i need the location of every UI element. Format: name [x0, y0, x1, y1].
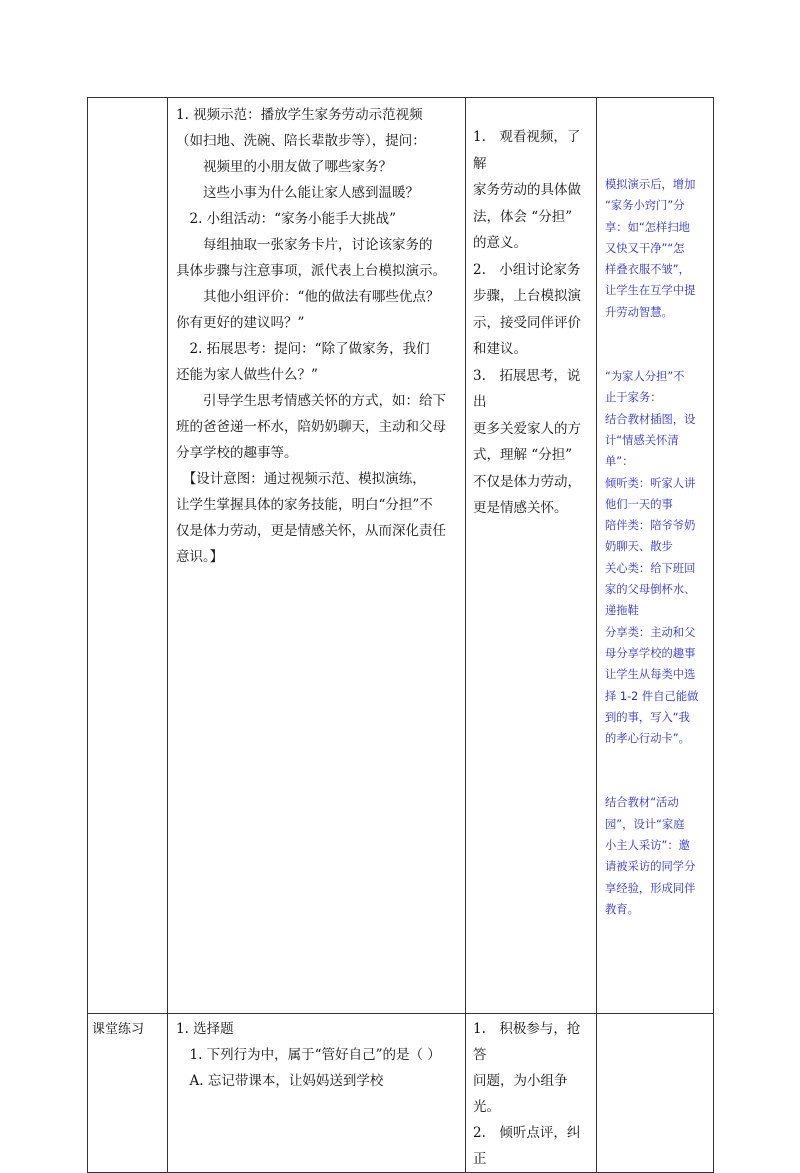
- table-row: [88, 98, 714, 1014]
- teacher-text-line: 每组抽取一张家务卡片，讨论该家务的: [176, 237, 433, 253]
- teacher-text-line: 让学生掌握具体的家务技能，明白“分担”不: [176, 497, 433, 513]
- section-label-cell: [88, 98, 168, 1014]
- design-note-line: 到的事，写入“我: [605, 710, 690, 724]
- student-text-line: 不仅是体力劳动，: [473, 473, 581, 490]
- teacher-activity-cell: [168, 1014, 466, 1173]
- design-notes-block: [605, 366, 707, 749]
- student-text-line: 和建议。: [473, 341, 527, 357]
- design-note-line: 陪伴类：陪爷爷奶: [605, 519, 696, 533]
- design-note-line: 让学生在互学中提: [605, 284, 696, 298]
- student-text-line: 问题，为小组争光。: [473, 1073, 568, 1115]
- teacher-text-line: 1. 下列行为中，属于“管好自己”的是（ ）: [176, 1047, 441, 1063]
- teacher-text-line: 仅是体力劳动，更是情感关怀，从而深化责任: [176, 523, 446, 539]
- design-notes-cell: [597, 98, 714, 1014]
- student-text-line: 更多关爱家人的方: [473, 420, 581, 437]
- student-text-line: 步骤，上台模拟演: [473, 288, 581, 304]
- design-note-line: 结合教材“活动: [605, 796, 679, 810]
- section-label: 课堂练习: [92, 1022, 145, 1037]
- teacher-text-line: 2. 拓展思考：提问：“除了做家务，我们: [176, 341, 430, 357]
- table-row: [88, 1014, 714, 1173]
- teacher-activity-text: [176, 102, 457, 570]
- teacher-text-line: （如扫地、洗碗、陪长辈散步等），提问：: [176, 133, 426, 149]
- teacher-text-line: 其他小组评价：“他的做法有哪些优点？: [176, 289, 440, 305]
- design-note-line: 家的父母倒杯水、: [605, 583, 696, 597]
- teacher-text-line: 视频里的小朋友做了哪些家务？: [176, 159, 392, 175]
- design-note-line: 止于家务：: [605, 391, 662, 405]
- teacher-text-line: 1. 视频示范：播放学生家务劳动示范视频: [176, 107, 423, 123]
- design-note-line: 模拟演示后，增加: [605, 178, 696, 191]
- student-text-line: 更是情感关怀。: [473, 500, 568, 516]
- student-text-line: 家务劳动的具体做: [473, 182, 581, 198]
- design-note-line: 教育。: [605, 902, 639, 916]
- design-note-line: 奶聊天、散步: [605, 540, 673, 554]
- design-notes-block: [605, 792, 707, 920]
- design-note-line: 园”，设计“家庭: [605, 817, 685, 831]
- design-note-line: “家务小窍门”分: [605, 199, 685, 213]
- design-note-line: 小主人采访”：邀: [605, 839, 690, 853]
- teacher-text-line: 意识。】: [176, 549, 224, 565]
- design-note-line: 让学生从每类中选: [605, 668, 696, 682]
- design-note-line: 递拖鞋: [605, 604, 639, 618]
- teacher-activity-cell: [168, 98, 466, 1014]
- student-text-line: 的意义。: [473, 235, 527, 251]
- design-note-line: 享经验，形成同伴: [605, 881, 696, 895]
- student-text-line: 示，接受同伴评价: [473, 314, 581, 331]
- student-activity-cell: [466, 1014, 597, 1173]
- design-note-line: 的孝心行动卡”。: [605, 732, 690, 746]
- design-note-line: 又快又干净”“怎: [605, 241, 685, 255]
- design-note-line: 母分享学校的趣事: [605, 646, 696, 660]
- teacher-text-line: 具体步骤与注意事项，派代表上台模拟演示。: [176, 263, 446, 279]
- design-note-line: 请被采访的同学分: [605, 860, 696, 874]
- teacher-text-line: 引导学生思考情感关怀的方式，如：给下: [176, 393, 446, 409]
- student-text-line: 2. 倾听点评，纠正: [473, 1125, 581, 1167]
- design-note-line: 分享类：主动和父: [605, 625, 696, 639]
- design-notes-block: [605, 174, 707, 323]
- teacher-text-line: 班的爸爸递一杯水，陪奶奶聊天，主动和父母: [176, 419, 446, 435]
- teacher-text-line: 1. 选择题: [176, 1021, 234, 1037]
- design-note-line: 结合教材插图，设: [605, 412, 696, 426]
- design-note-line: 他们一天的事: [605, 497, 673, 511]
- lesson-plan-table: [87, 97, 714, 1173]
- design-note-line: 倾听类：听家人讲: [605, 476, 696, 490]
- teacher-text-line: A. 忘记带课本，让妈妈送到学校: [176, 1073, 384, 1089]
- design-note-line: 享：如“怎样扫地: [605, 220, 690, 234]
- teacher-text-line: 还能为家人做些什么？”: [176, 367, 318, 383]
- student-text-line: 2. 小组讨论家务: [473, 261, 581, 278]
- student-text-line: 式，理解 “分担”: [473, 447, 573, 463]
- student-text-line: 1. 积极参与，抢答: [473, 1021, 581, 1063]
- design-notes-cell: [597, 1014, 714, 1173]
- design-note-line: 单”：: [605, 455, 634, 469]
- design-note-line: “为家人分担”不: [605, 370, 685, 384]
- teacher-text-line: 分享学校的趣事等。: [176, 445, 298, 461]
- teacher-activity-text: [176, 1016, 457, 1094]
- design-note-line: 升劳动智慧。: [605, 305, 673, 319]
- design-note-line: 计“情感关怀清: [605, 433, 679, 447]
- student-text-line: 1. 观看视频，了解: [473, 129, 581, 172]
- design-note-line: 关心类：给下班回: [605, 561, 696, 575]
- teacher-text-line: 【设计意图：通过视频示范、模拟演练，: [176, 471, 426, 487]
- student-text-line: 3. 拓展思考，说出: [473, 367, 581, 410]
- teacher-text-line: 这些小事为什么能让家人感到温暖？: [176, 185, 419, 201]
- student-text-line: 法，体会 “分担”: [473, 208, 573, 225]
- section-label-cell: [88, 1014, 168, 1173]
- teacher-text-line: 你有更好的建议吗？”: [176, 315, 305, 331]
- student-activity-cell: [466, 98, 597, 1014]
- teacher-text-line: 2. 小组活动：“家务小能手大挑战”: [176, 211, 396, 227]
- student-activity-text: [473, 124, 590, 522]
- design-note-line: 样叠衣服不皱”，: [605, 263, 690, 277]
- design-note-line: 择 1-2 件自己能做: [605, 689, 699, 703]
- student-activity-text: [473, 1016, 590, 1172]
